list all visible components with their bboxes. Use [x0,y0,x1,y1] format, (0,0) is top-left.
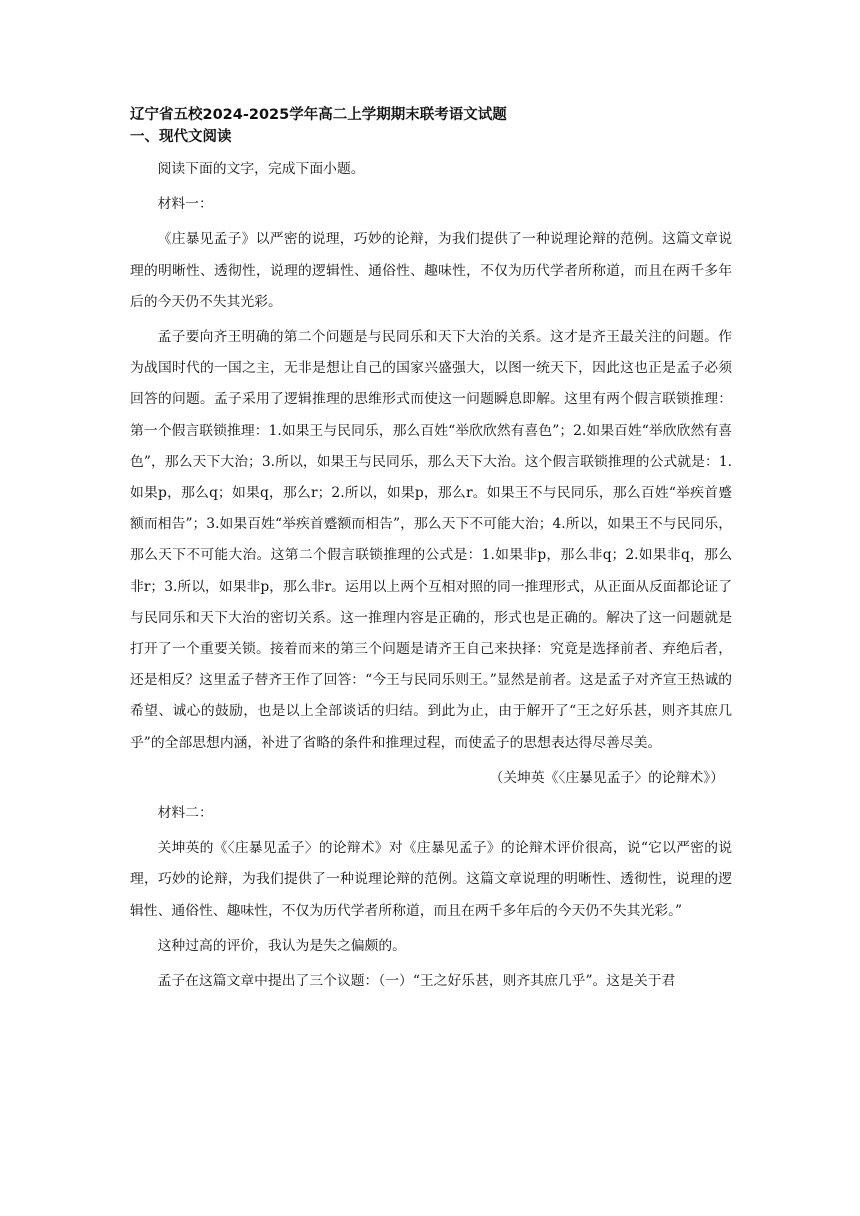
material-two-paragraph: 这种过高的评价，我认为是失之偏颇的。 [157,937,406,954]
instruction-text: 阅读下面的文字，完成下面小题。 [157,161,365,177]
material-two-label: 材料二： [157,805,213,822]
document-page [130,104,732,997]
material-one-source: （关坤英《〈庄暴见孟子〉的论辩术》） [489,769,724,786]
material-one-paragraph: 孟子要向齐王明确的第二个问题是与民同乐和天下大治的关系。这才是齐王最关注的问题。作为战国时代的一国之主，无非是想让自己的国家兴盛强大，以图一统天下，因此这也正是孟子必须回答的问题。孟子采用了逻辑推理的思维形式而使这一问题瞬息即解。这里有两个假言联锁推理：第一个假言联锁推理：1.如果王与民同乐，那么百姓“举欣欣然有喜色”；2.如果百姓“举欣欣然有喜色”，那么天下大治；3.所以，如果王与民同乐，那么天下大治。这个假言联锁推理的公式就是：1.如果p，那么q；如果q，那么r；2.所以，如果p，那么r。如果王不与民同乐，那么百姓“举疾首蹙额而相告”；3.如果百姓“举疾首蹙额而相告”，那么天下不可能大治；4.所以，如果王不与民同乐，那么天下不可能大治。这第二个假言联锁推理的公式是：1.如果非p，那么非q；2.如果非q，那么非r；3.所以，如果非p，那么非r。运用以上两个互相对照的同一推理形式，从正面从反面都论证了与民同乐和天下大治的密切关系。这一推理内容是正确的，形式也是正确的。解决了这一问题就是打开了一个重要关锁。接着而来的第三个问题是请齐王自己来抉择：究竟是选择前者、弃绝后者，还是相反？这里孟子替齐王作了回答：“今王与民同乐则王。”显然是前者。这是孟子对齐宣王热诚的希望、诚心的鼓励，也是以上全部谈话的归结。到此为止，由于解开了“王之好乐甚，则齐其庶几乎”的全部思想内涵，补进了省略的条件和推理过程，而使孟子的思想表达得尽善尽美。 [130,329,732,751]
material-one-paragraph: 《庄暴见孟子》以严密的说理，巧妙的论辩，为我们提供了一种说理论辩的范例。这篇文章说理的明晰性、透彻性，说理的逻辑性、通俗性、趣味性，不仅为历代学者所称道，而且在两千多年后的今天仍不失其光彩。 [130,231,732,310]
material-one-label: 材料一： [157,196,213,213]
section-heading: 一、现代文阅读 [130,129,232,145]
material-two-paragraph: 关坤英的《〈庄暴见孟子〉的论辩术》对《庄暴见孟子》的论辩术评价很高，说“它以严密的说理，巧妙的论辩，为我们提供了一种说理论辩的范例。这篇文章说理的明晰性、透彻性，说理的逻辑性、通俗性、趣味性，不仅为历代学者所称道，而且在两千多年后的今天仍不失其光彩。” [130,840,732,919]
document-title: 辽宁省五校2024-2025学年高二上学期期末联考语文试题 [130,107,507,123]
material-two-paragraph: 孟子在这篇文章中提出了三个议题：（一）“王之好乐甚，则齐其庶几乎”。这是关于君 [157,973,676,990]
